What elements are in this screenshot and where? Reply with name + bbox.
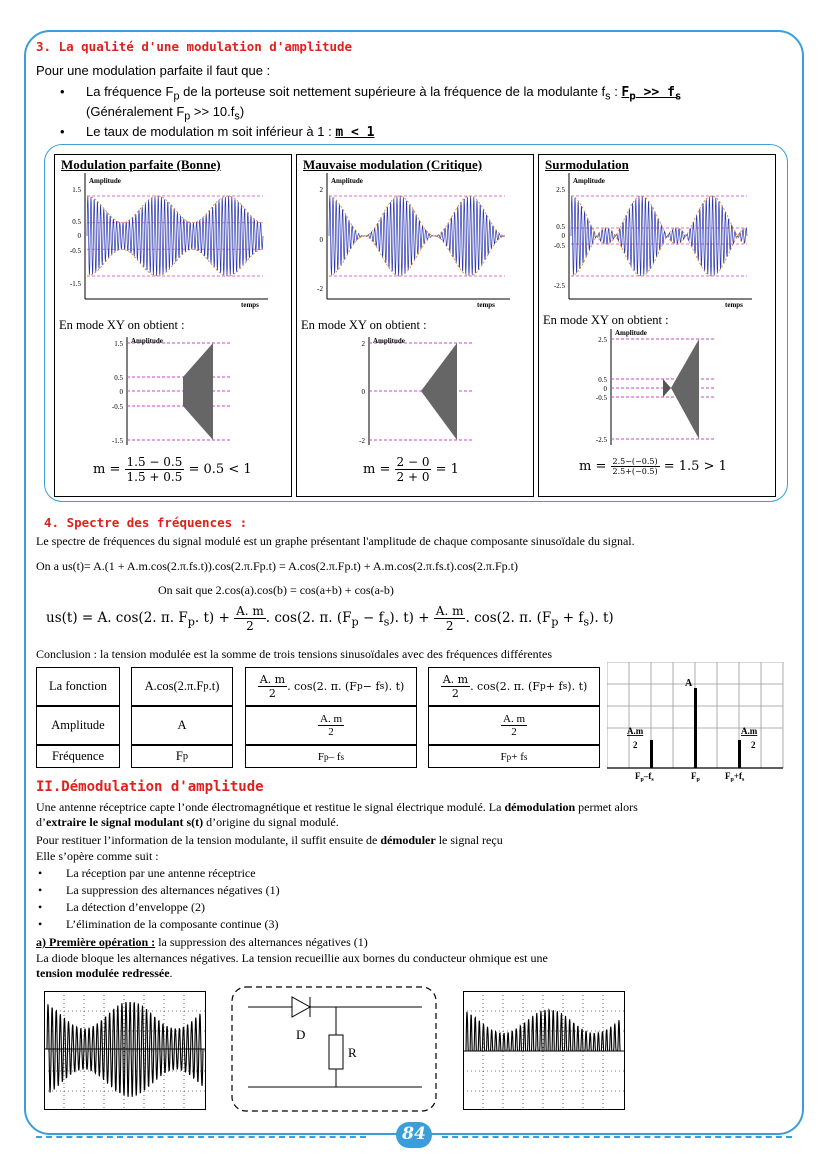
tick: -0.5 — [111, 403, 123, 411]
x-label: temps — [241, 301, 259, 309]
cell-fonction-1: A.cos(2.π.F p .t) — [131, 667, 233, 706]
modulated-signal-chart — [305, 173, 527, 311]
tick: 0.5 — [556, 223, 565, 231]
part2-p5: La diode bloque les alternances négatives. La tension recueillie aux bornes du conducteur ohmique est une — [36, 951, 548, 965]
tick: 0 — [603, 385, 607, 393]
spectrum-label-am: A.m — [627, 726, 644, 736]
panel-title: Modulation parfaite (Bonne) — [61, 157, 221, 172]
m-formula: m = $\frac{2.5-(-0.5)}{2.5+(-0.5)}$ = 1.5 > 1 — [579, 457, 727, 476]
section3-intro: Pour une modulation parfaite il faut que : — [36, 63, 271, 78]
xy-text: En mode XY on obtient : — [301, 318, 427, 332]
x-label: temps — [725, 301, 743, 309]
resistor-label: R — [348, 1045, 357, 1060]
step-item: • La détection d’enveloppe (2) — [38, 900, 205, 914]
step-item: • La réception par une antenne réceptrice — [38, 866, 256, 880]
tick: 2 — [361, 340, 365, 348]
panel-critique — [296, 154, 534, 497]
xy-small-triangle — [663, 379, 671, 397]
tick: 2.5 — [598, 336, 607, 344]
step-item: • L’élimination de la composante continue (3) — [38, 917, 279, 931]
y-label: Amplitude — [89, 177, 121, 185]
tick: -0.5 — [69, 247, 81, 255]
cell-frequence-2: F p – f s — [245, 745, 417, 768]
xy-chart — [103, 335, 233, 447]
cell-fonction-2: $\frac{A. m}{2}$ . cos(2. π. (F p − f s ). t) — [245, 667, 417, 706]
spectrum-label-2: 2 — [751, 740, 756, 750]
section3-bullet2: • Le taux de modulation m soit inférieur à 1 : m < 1 — [60, 124, 375, 140]
row-label-amplitude: Amplitude — [36, 706, 120, 745]
section3-title: 3. La qualité d'une modulation d'amplitude — [36, 39, 353, 54]
tick: -2 — [359, 437, 365, 445]
x-label: temps — [477, 301, 495, 309]
footer-line-left — [36, 1136, 366, 1138]
spectrum-label-am: A.m — [741, 726, 758, 736]
section4-title: 4. Spectre des fréquences : — [44, 515, 248, 530]
xy-chart — [345, 335, 475, 447]
tick: 1.5 — [72, 186, 81, 194]
row-label-frequence: Fréquence — [36, 745, 120, 768]
tick: -2.5 — [553, 282, 565, 290]
tick: -2 — [317, 285, 323, 293]
cell-amplitude-1: A — [131, 706, 233, 745]
xy-chart — [587, 327, 717, 447]
spectrum-label-2: 2 — [633, 740, 638, 750]
tick: 2 — [319, 186, 323, 194]
section4-eq1: On a us(t)= A.(1 + A.m.cos(2.π.fs.t)).cos(2.π.Fp.t) = A.cos(2.π.Fp.t) + A.m.cos(2.π.fs.t).cos(2.π.Fp.t) — [36, 559, 518, 573]
tick: -1.5 — [69, 280, 81, 288]
part2-p4: Elle s’opère comme suit : — [36, 849, 159, 863]
m-formula: m = $\frac{2 - 0}{2 + 0}$ = 1 — [363, 455, 459, 484]
diode-symbol — [292, 997, 310, 1017]
section4-eq3: us(t) = A. cos(2. π. $F_p$. t) + $\frac{A. m}{2}$ . cos(2. π. $(F_p - f_s)$. t) + $\frac{A. m}{2}$ . cos(2. π. $(F_p + f_s)$. t) — [46, 604, 614, 633]
y-label: Amplitude — [131, 337, 163, 345]
part2-p1: Une antenne réceptrice capte l’onde électromagnétique et restitue le signal électrique modulé. La démodulation permet alors — [36, 800, 638, 814]
m-formula: m = $\frac{1.5 - 0.5}{1.5 + 0.5}$ = 0.5 < 1 — [93, 455, 252, 484]
spectrum-bar-high — [738, 740, 741, 768]
y-label: Amplitude — [615, 329, 647, 337]
section3-bullet1-line2: (Généralement $F_p >> 10.f_s$) — [86, 104, 245, 123]
modulated-signal-chart — [63, 173, 285, 311]
part2-title: II.Démodulation d'amplitude — [36, 779, 264, 795]
tick: 0 — [361, 388, 365, 396]
tick: 0.5 — [598, 376, 607, 384]
section4-conclusion: Conclusion : la tension modulée est la somme de trois tensions sinusoïdales avec des fréquences différentes — [36, 647, 552, 661]
tick: 2.5 — [556, 186, 565, 194]
spectrum-x-carrier: $F_p$ — [691, 771, 700, 782]
spectrum-bar-carrier — [694, 688, 697, 768]
cell-frequence-3: F p + f s — [428, 745, 600, 768]
panel-title: Surmodulation — [545, 157, 629, 172]
part2-p6: tension modulée redressée. — [36, 966, 173, 980]
cell-fonction-3: $\frac{A. m}{2}$ . cos(2. π. (F p + f s ). t) — [428, 667, 600, 706]
spectrum-bar-low — [650, 740, 653, 768]
row-label-fonction: La fonction — [36, 667, 120, 706]
xy-text: En mode XY on obtient : — [59, 318, 185, 332]
oscilloscope-rectified — [463, 991, 625, 1111]
tick: -1.5 — [111, 437, 123, 445]
tick: -0.5 — [553, 242, 565, 250]
xy-triangle — [671, 339, 699, 439]
part2-p2: d’extraire le signal modulant s(t) d’origine du signal modulé. — [36, 815, 339, 829]
spectrum-label-a: A — [685, 678, 693, 689]
diode-circuit — [230, 985, 438, 1115]
panel-surmodulation — [538, 154, 776, 497]
spectrum-chart — [607, 662, 787, 782]
y-label: Amplitude — [573, 177, 605, 185]
spectrum-x-high: $F_p+f_s$ — [725, 771, 745, 782]
panel-title: Mauvaise modulation (Critique) — [303, 157, 483, 172]
tick: 0 — [319, 236, 323, 244]
cell-frequence-1: F p — [131, 745, 233, 768]
tick: 0 — [77, 232, 81, 240]
xy-text: En mode XY on obtient : — [543, 313, 669, 327]
tick: 0 — [119, 388, 123, 396]
xy-triangle — [421, 343, 457, 440]
section3-bullet1: • La fréquence $F_p$ de la porteuse soit nettement supérieure à la fréquence de la modulante $f_s$ : $F_p >> f_s$ — [60, 84, 682, 103]
oscilloscope-input — [44, 991, 206, 1111]
part2-p3: Pour restituer l’information de la tension modulante, il suffit ensuite de démoduler le signal reçu — [36, 833, 503, 847]
xy-trapezoid — [183, 343, 213, 440]
cell-amplitude-2: $\frac{A. m}{2}$ — [245, 706, 417, 745]
y-label: Amplitude — [331, 177, 363, 185]
step-item: • La suppression des alternances négatives (1) — [38, 883, 280, 897]
tick: 0 — [561, 232, 565, 240]
resistor-symbol — [329, 1035, 343, 1069]
tick: -2.5 — [595, 436, 607, 444]
diode-label: D — [296, 1027, 306, 1042]
tick: -0.5 — [595, 394, 607, 402]
section4-eq2: On sait que 2.cos(a).cos(b) = cos(a+b) + cos(a-b) — [158, 583, 394, 597]
operation-heading: a) Première opération : la suppression des alternances négatives (1) — [36, 935, 368, 949]
tick: 0.5 — [114, 374, 123, 382]
page-number: 84 — [402, 1124, 426, 1144]
spectrum-x-low: $F_p-f_s$ — [635, 771, 654, 782]
cell-amplitude-3: $\frac{A. m}{2}$ — [428, 706, 600, 745]
footer-line-right — [442, 1136, 792, 1138]
section4-para: Le spectre de fréquences du signal modulé est un graphe présentant l'amplitude de chaque composante sinusoïdale du signal. — [36, 534, 635, 548]
tick: 1.5 — [114, 340, 123, 348]
tick: 0.5 — [72, 218, 81, 226]
y-label: Amplitude — [373, 337, 405, 345]
panel-parfaite — [54, 154, 292, 497]
modulated-signal-chart — [547, 173, 769, 311]
